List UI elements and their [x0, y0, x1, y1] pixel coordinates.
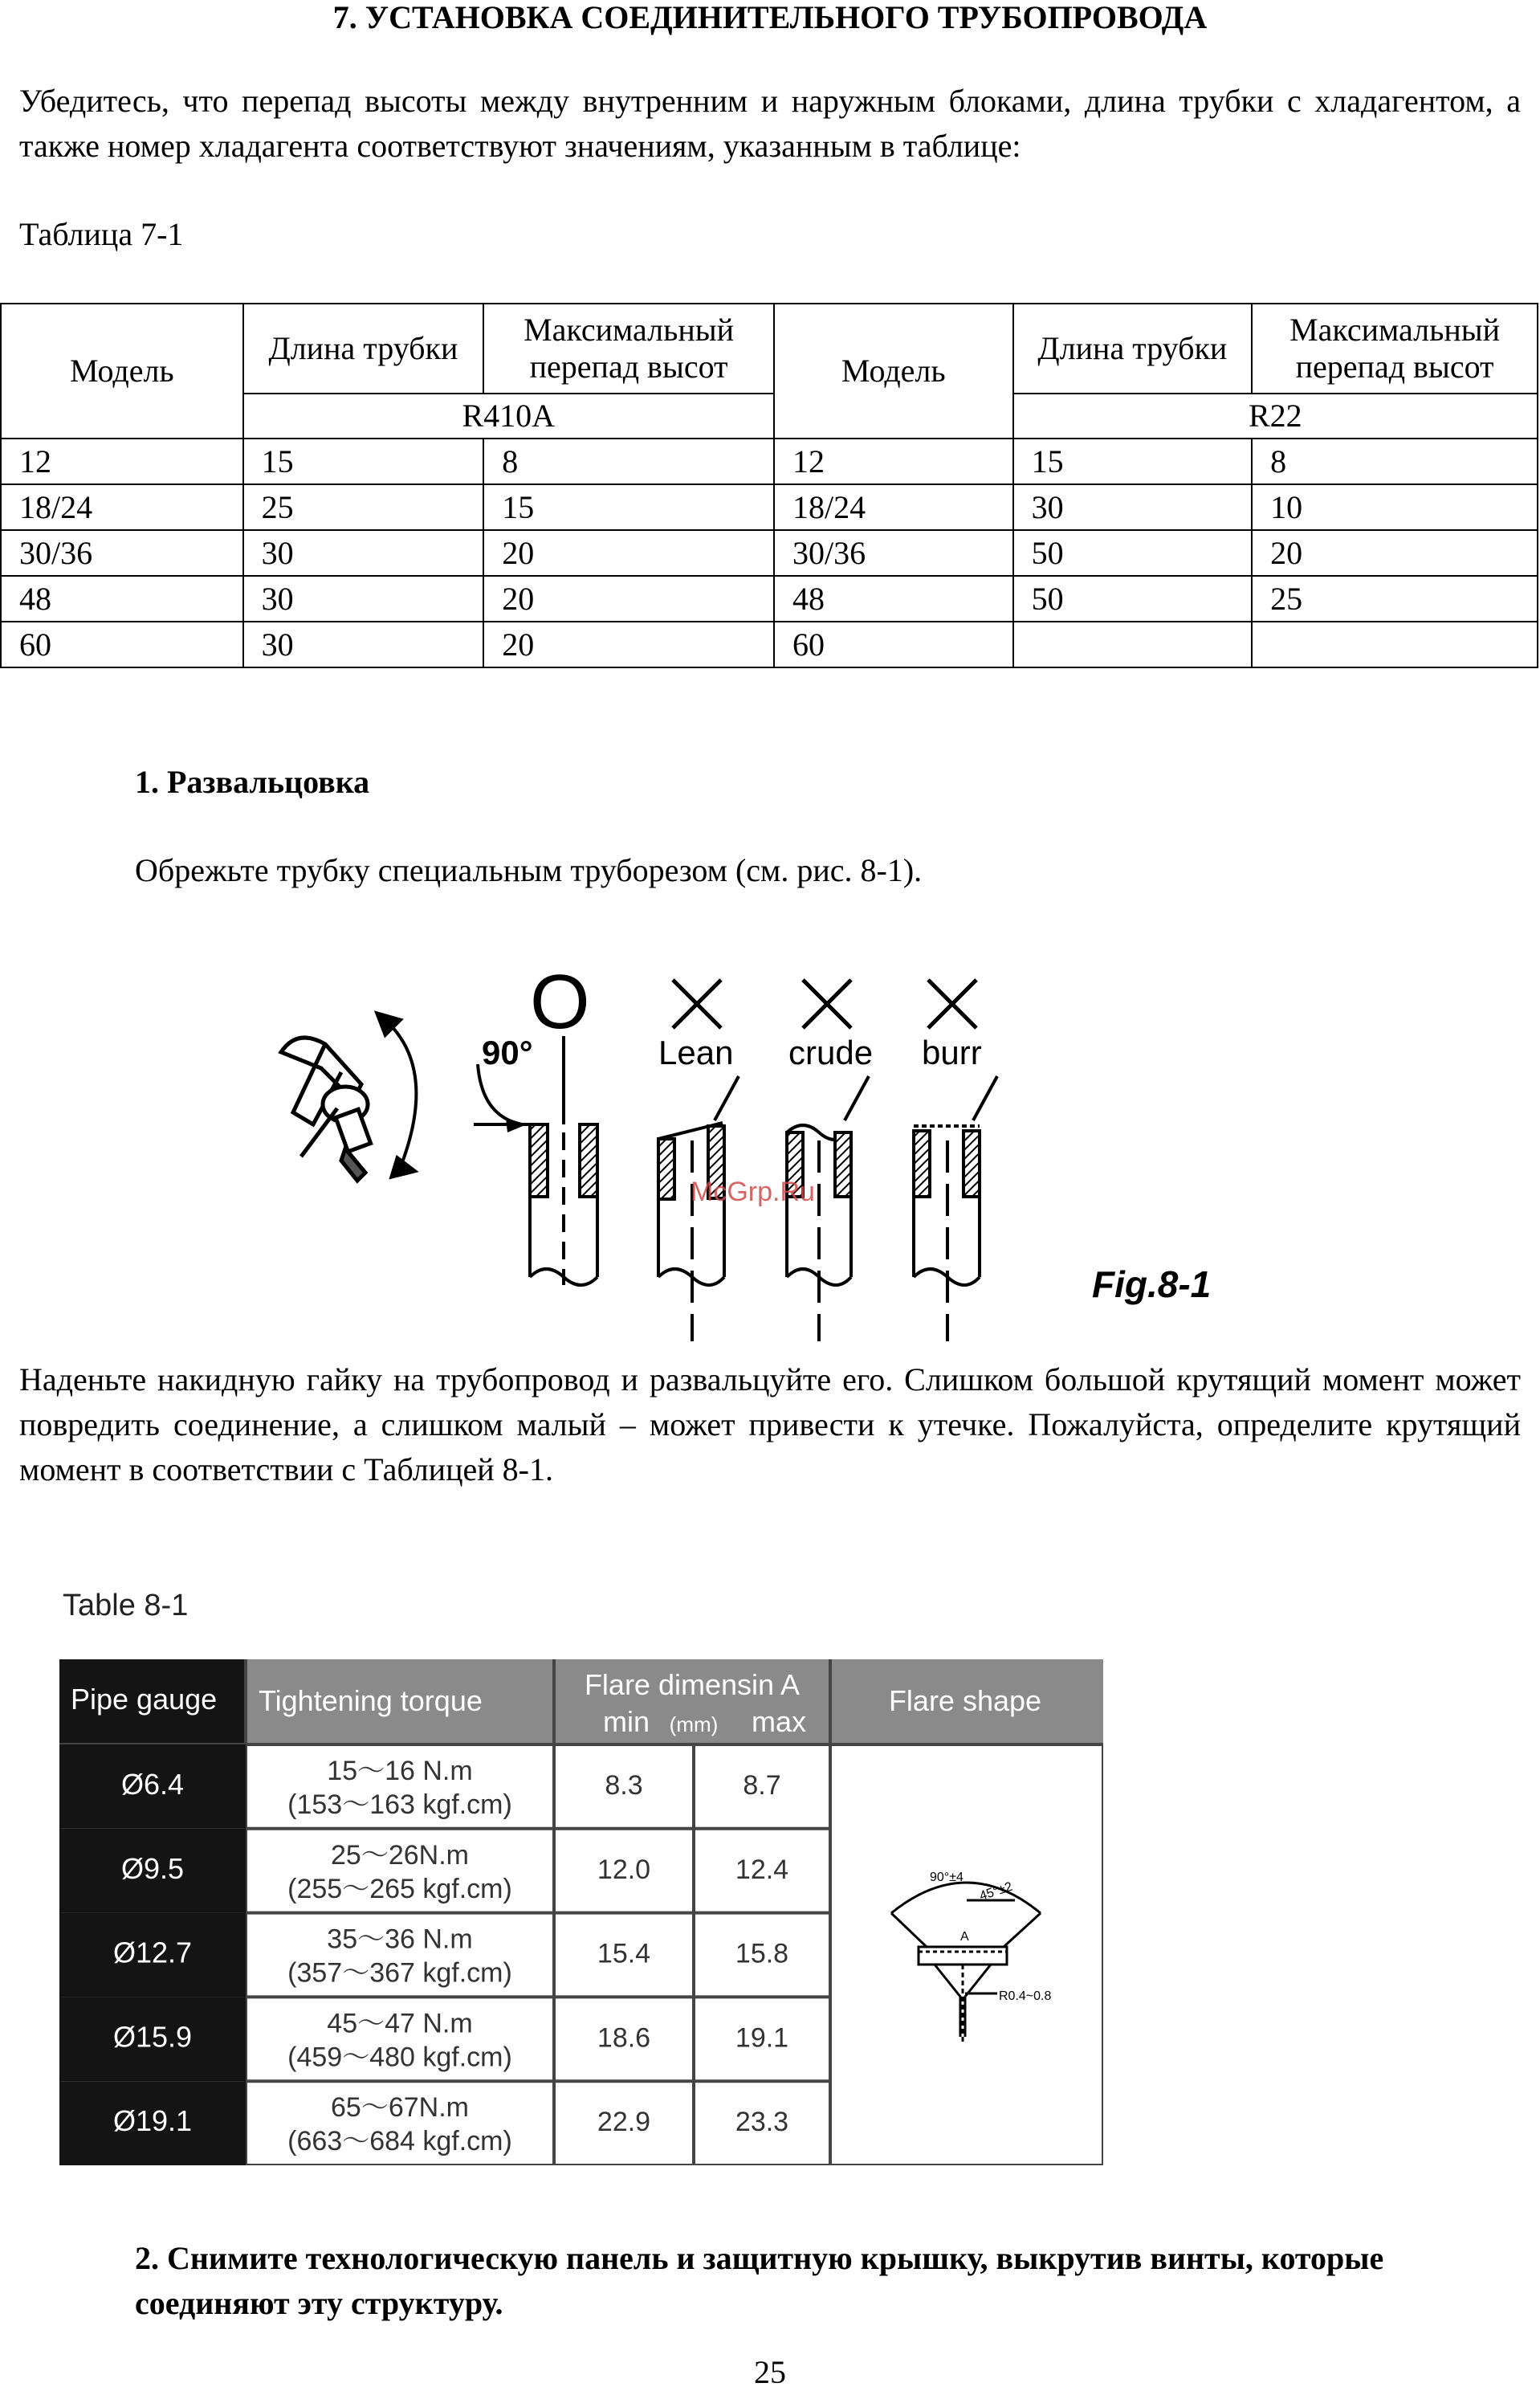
header-model-left: Модель [1, 304, 243, 439]
watermark: McGrp.Ru [691, 1177, 815, 1207]
table-cell: 25 [1252, 576, 1538, 622]
torque-kgf-value: (255～265 kgf.cm) [287, 1873, 512, 1904]
torque-nm-value: 45～47 N.m [327, 2008, 473, 2039]
ok-mark-icon: O [530, 959, 590, 1045]
table-row [1, 622, 1538, 667]
flare-half-angle-label: 45°±2 [977, 1879, 1015, 1903]
header-refrigerant-r22: R22 [1013, 394, 1538, 439]
pipe-gauge-value: Ø9.5 [120, 1851, 185, 1885]
pipe-gauge-value: Ø15.9 [112, 2020, 193, 2054]
torque-nm-value: 25～26N.m [331, 1839, 469, 1871]
table-cell: 20 [1252, 530, 1538, 576]
torque-nm-value: 15～16 N.m [327, 1756, 473, 1786]
table-cell [1252, 622, 1538, 667]
flare-max-value: 23.3 [735, 2107, 789, 2138]
table-7-1-caption: Таблица 7-1 [19, 216, 184, 252]
header-length-right: Длина трубки [1013, 304, 1253, 394]
figure-8-1 [265, 940, 1245, 1341]
crude-label: crude [788, 1034, 874, 1071]
section-1-text: Обрежьте трубку специальным труборезом (см. рис. 8-1). [135, 852, 923, 888]
table-cell: 50 [1013, 530, 1253, 576]
flare-min-value: 22.9 [597, 2107, 651, 2138]
intro-paragraph: Убедитесь, что перепад высоты между внутренним и наружным блоками, длина трубки с хладагентом, а также номер хладагента соответствуют значениям, указанным в таблице: [19, 83, 1521, 164]
torque-nm-value: 35～36 N.m [327, 1924, 473, 1955]
header-max: max [751, 1705, 807, 1738]
table-7-1 [0, 303, 1538, 668]
pipe-lean [658, 1076, 739, 1341]
lean-label: Lean [658, 1034, 734, 1071]
table-cell: 50 [1013, 576, 1253, 622]
flare-min-value: 18.6 [597, 2022, 651, 2054]
table-8-1-caption: Table 8-1 [63, 1589, 189, 1622]
table-cell: 30 [243, 622, 484, 667]
table-row [1, 530, 1538, 576]
pipe-burr [914, 1076, 997, 1341]
table-cell: 30 [1013, 484, 1253, 530]
table-cell: 60 [774, 622, 1013, 667]
table-row [1, 484, 1538, 530]
header-flare-dim: Flare dimensin A [584, 1668, 801, 1701]
table-cell [1013, 622, 1253, 667]
angle-label: 90° [482, 1034, 533, 1071]
table-cell: 10 [1252, 484, 1538, 530]
flare-min-value: 15.4 [597, 1938, 651, 1969]
table-cell: 12 [774, 439, 1013, 484]
section-1-title: 1. Развальцовка [135, 764, 370, 800]
header-refrigerant-r410a: R410A [243, 394, 774, 439]
figure-caption: Fig.8-1 [1092, 1263, 1212, 1305]
header-model-right: Модель [774, 304, 1013, 439]
header-flare-shape: Flare shape [888, 1684, 1042, 1717]
table-cell: 25 [243, 484, 484, 530]
page-heading: 7. УСТАНОВКА СОЕДИНИТЕЛЬНОГО ТРУБОПРОВОДА [332, 0, 1208, 35]
torque-kgf-value: (357～367 kgf.cm) [287, 1957, 512, 1989]
table-cell: 15 [243, 439, 484, 484]
flare-min-value: 8.3 [605, 1770, 643, 1801]
torque-nm-value: 65～67N.m [331, 2092, 469, 2124]
torque-kgf-value: (459～480 kgf.cm) [287, 2042, 512, 2073]
table-cell: 8 [483, 439, 774, 484]
torque-kgf-value: (153～163 kgf.cm) [287, 1789, 512, 1820]
header-mm: (mm) [669, 1712, 719, 1736]
section-2-text: 2. Снимите технологическую панель и защитную крышку, выкрутив винты, которые соединяют эту структуру. [135, 2240, 1384, 2321]
flare-max-value: 12.4 [735, 1854, 789, 1885]
table-cell: 30/36 [774, 530, 1013, 576]
table-row [1, 576, 1538, 622]
table-cell: 12 [1, 439, 243, 484]
table-cell: 20 [483, 576, 774, 622]
burr-label: burr [922, 1034, 982, 1071]
wrong-mark-icon [673, 980, 976, 1028]
torque-kgf-value: (663～684 kgf.cm) [287, 2126, 512, 2157]
table-7-1-body [1, 439, 1538, 667]
flare-max-value: 8.7 [743, 1770, 781, 1801]
pipe-crude [787, 1076, 869, 1341]
pipe-gauge-value: Ø19.1 [112, 2104, 193, 2138]
flare-max-value: 15.8 [735, 1938, 789, 1969]
table-cell: 30/36 [1, 530, 243, 576]
header-min: min [602, 1705, 650, 1738]
table-cell: 8 [1252, 439, 1538, 484]
table-cell: 20 [483, 530, 774, 576]
table-cell: 15 [1013, 439, 1253, 484]
table-cell: 30 [243, 576, 484, 622]
table-cell: 48 [1, 576, 243, 622]
flare-angle-label: 90°±4 [930, 1871, 964, 1884]
table-8-1 [59, 1659, 1103, 2165]
flare-dim-label: A [960, 1930, 969, 1944]
table-row [1, 439, 1538, 484]
header-tightening-torque: Tightening torque [259, 1684, 483, 1717]
page-number: 25 [754, 2354, 786, 2390]
table-cell: 18/24 [1, 484, 243, 530]
table-cell: 18/24 [774, 484, 1013, 530]
header-height-left: Максимальный перепад высот [483, 304, 774, 394]
header-pipe-gauge: Pipe gauge [71, 1683, 218, 1716]
flare-min-value: 12.0 [597, 1854, 651, 1885]
flare-max-value: 19.1 [735, 2022, 789, 2054]
flare-paragraph: Наденьте накидную гайку на трубопровод и развальцуйте его. Слишком большой крутящий момент может повредить соединение, а слишком малый – может привести к утечке. Пожалуйста, определите крутящий момент в соответствии с Таблицей 8-1. [19, 1361, 1521, 1487]
table-cell: 48 [774, 576, 1013, 622]
table-cell: 60 [1, 622, 243, 667]
pipe-cutter-icon [281, 1014, 416, 1181]
pipe-gauge-value: Ø6.4 [120, 1768, 185, 1801]
table-cell: 20 [483, 622, 774, 667]
flare-radius-label: R0.4~0.8 [999, 1989, 1052, 2003]
header-height-right: Максимальный перепад высот [1252, 304, 1538, 394]
pipe-good [530, 1036, 597, 1285]
pipe-gauge-value: Ø12.7 [112, 1936, 193, 1969]
header-length-left: Длина трубки [243, 304, 484, 394]
table-cell: 15 [483, 484, 774, 530]
table-cell: 30 [243, 530, 484, 576]
